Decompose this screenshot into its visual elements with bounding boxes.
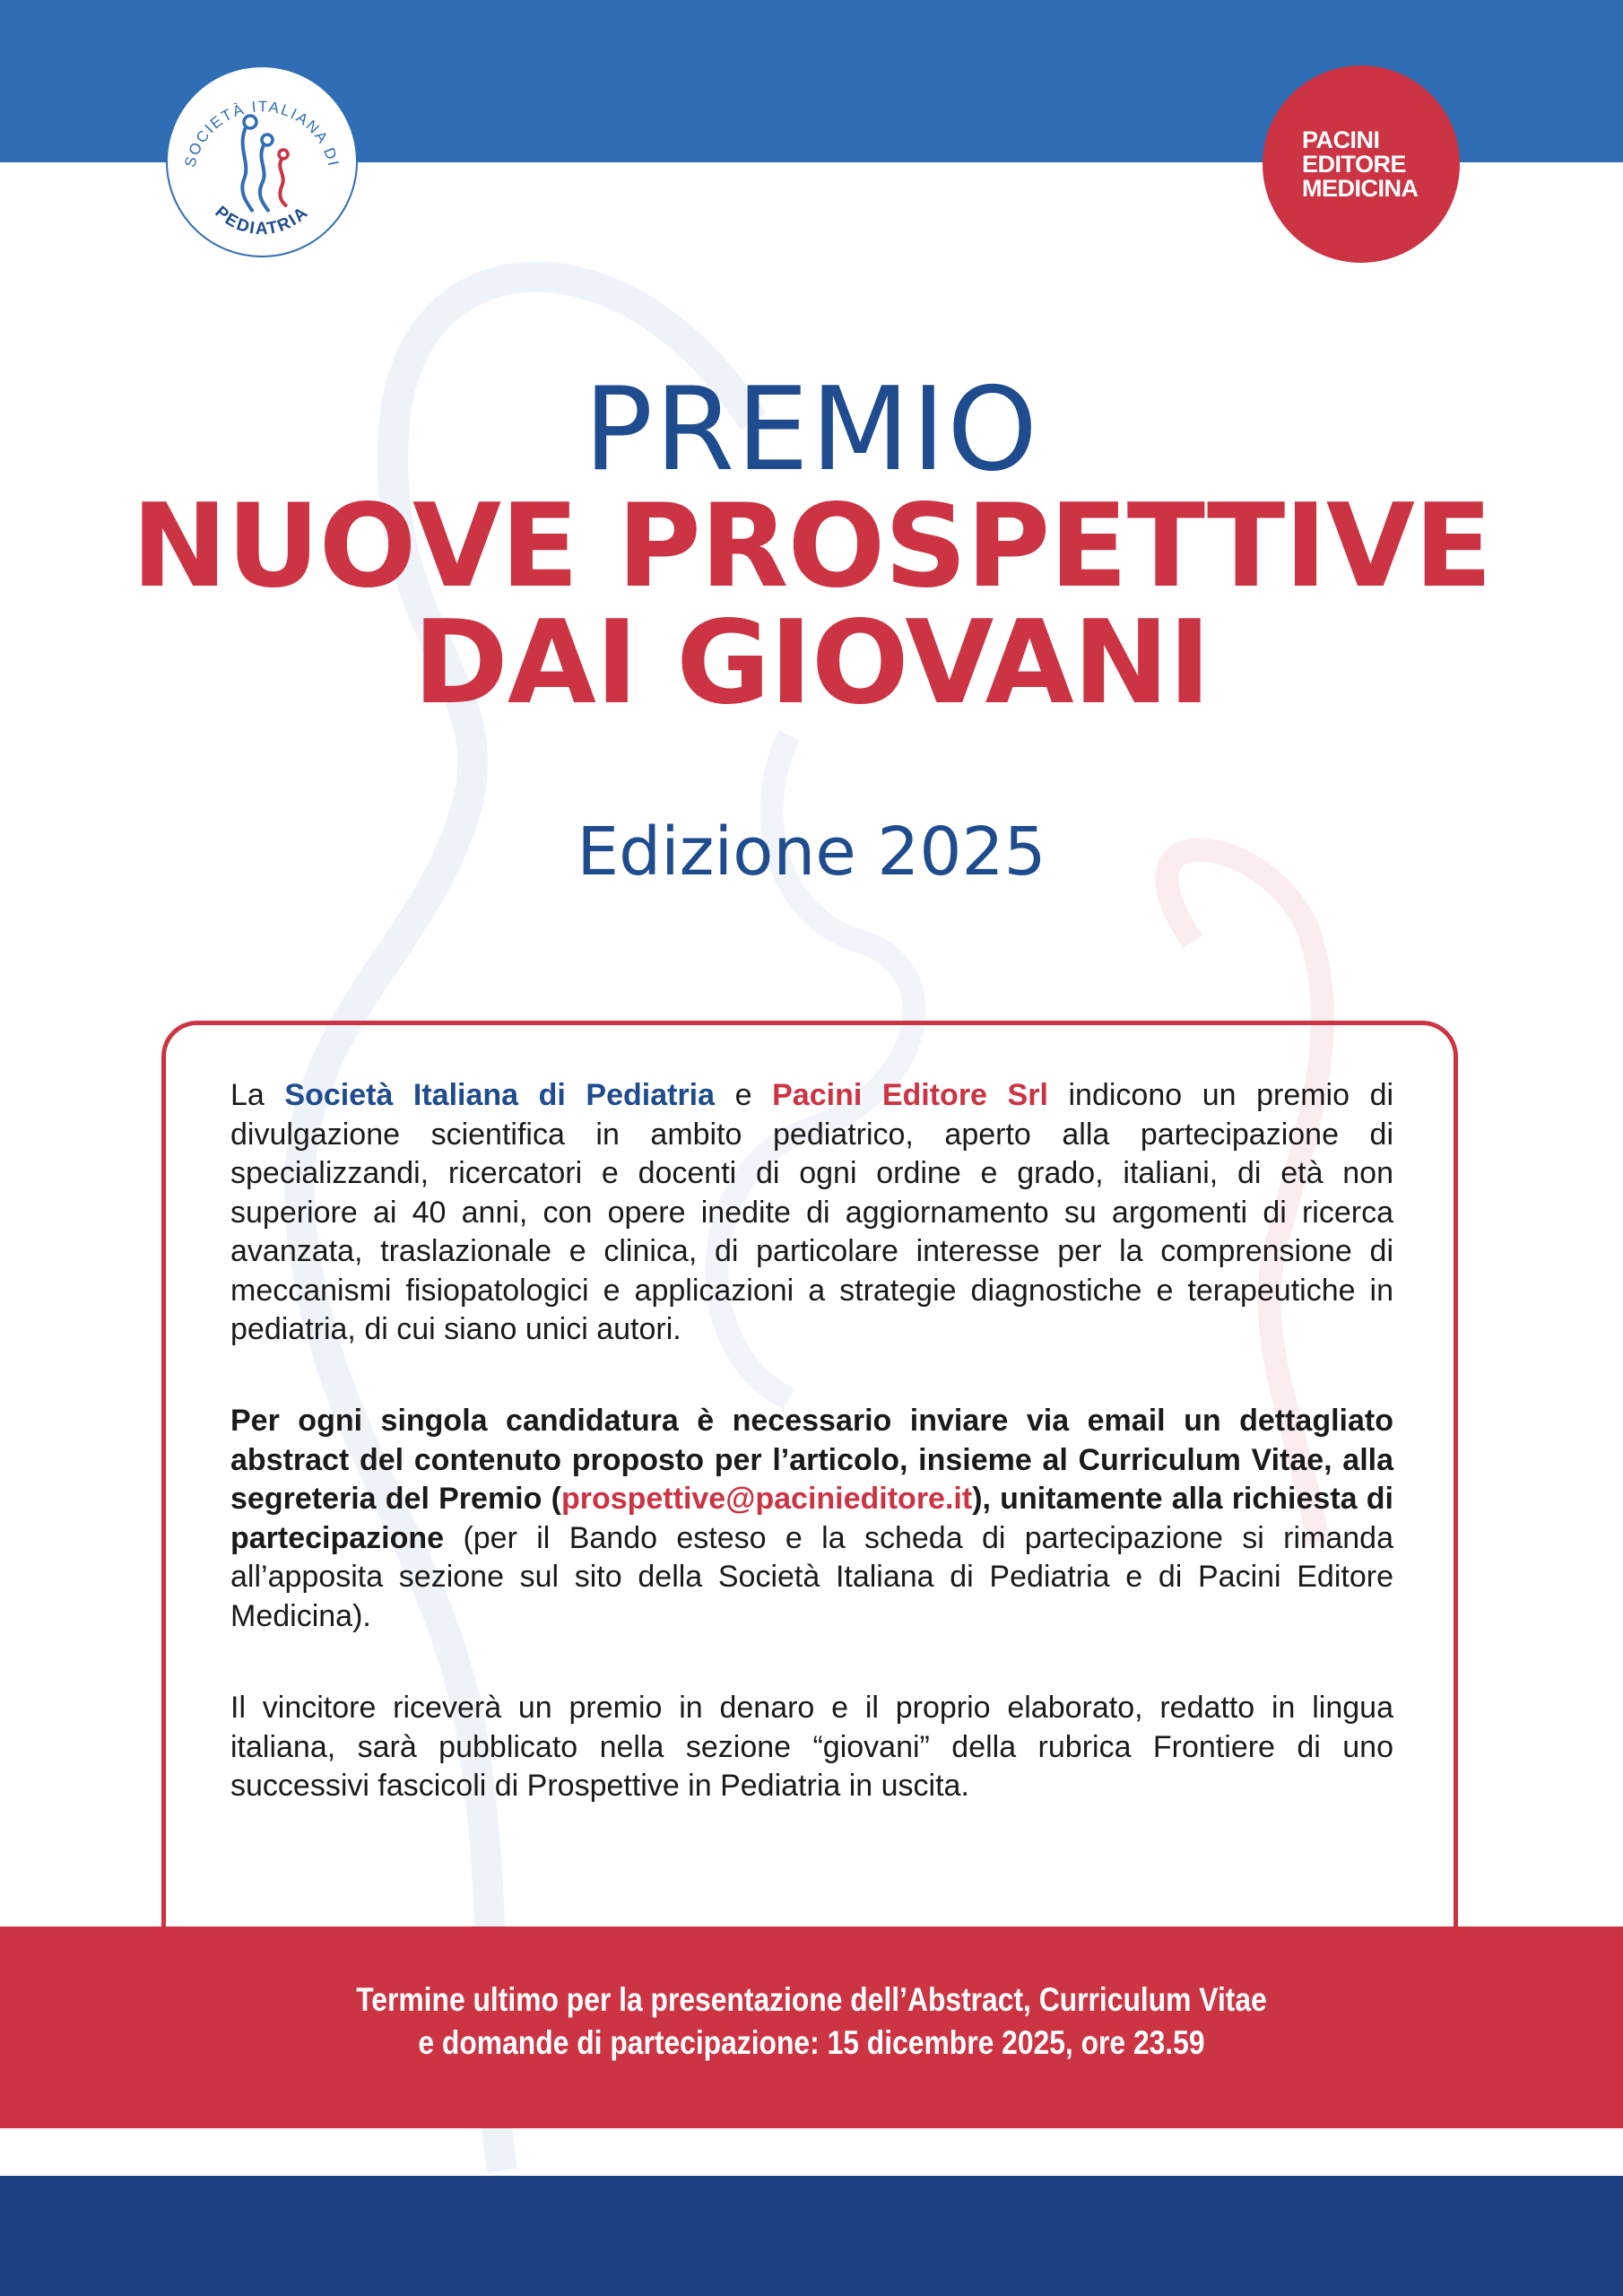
pacini-logo-text: PACINI EDITORE MEDICINA (1302, 126, 1419, 202)
sip-logo (163, 63, 360, 260)
title-line-2: DAI GIOVANI (412, 596, 1211, 730)
sip-logo-text-top: SOCIETÀ ITALIANA DI (181, 98, 343, 170)
sip-logo-icon (163, 63, 360, 260)
email-link[interactable]: prospettive@pacinieditore.it (560, 1482, 973, 1516)
edition-label: Edizione 2025 (577, 813, 1046, 891)
title-premio: PREMIO (584, 363, 1039, 497)
deadline-line-1: Termine ultimo per la presentazione dell’Abstract, Curriculum Vitae (356, 1981, 1267, 2018)
paragraph-intro: La Società Italiana di Pediatria e Pacini Editore Srl indicono un premio di divulgazione scientifica in ambito pediatrico, aperto alla partecipazione di specializzandi, ricercatori e docenti di ogni ordine e grado, italiani, di età non superiore ai 40 anni, con opere inedite di aggiornamento su argomenti di ricerca avanzata, traslazionale e clinica, di particolare interesse per la comprensione di meccanismi fisiopatologici e applicazioni a strategie diagnostiche e terapeutiche in pediatria, di cui siano unici autori. (230, 1078, 1394, 1346)
deadline-text (114, 1930, 1510, 2065)
title-award-name (0, 480, 1623, 730)
paragraph-prize: Il vincitore riceverà un premio in denaro e il proprio elaborato, redatto in lingua italiana, sarà pubblicato nella sezione “giovani” della rubrica Frontiere di uno successivi fascicoli di Prospettive in Pediatria in uscita. (230, 1691, 1393, 1803)
paragraph-submission: Per ogni singola candidatura è necessario inviare via email un dettagliato abstract del contenuto proposto per l’articolo, insieme al Curriculum Vitae, alla segreteria del Premio (prospettive@pacinieditore.it), unitamente alla richiesta di partecipazione (per il Bando esteso e la scheda di partecipazione si rimanda all’apposita sezione sul sito della Società Italiana di Pediatria e di Pacini Editore Medicina). (230, 1404, 1394, 1633)
org-sip: Società Italiana di Pediatria (284, 1078, 716, 1112)
title-line-1: NUOVE PROSPETTIVE (131, 480, 1492, 613)
pacini-editore-logo (1263, 65, 1460, 263)
sip-logo-text-bottom: PEDIATRIA (211, 203, 313, 239)
bottom-blue-band (0, 2176, 1623, 2296)
deadline-line-2: e domande di partecipazione: 15 dicembre 2025, ore 23.59 (418, 2024, 1205, 2061)
org-pacini: Pacini Editore Srl (772, 1078, 1048, 1112)
